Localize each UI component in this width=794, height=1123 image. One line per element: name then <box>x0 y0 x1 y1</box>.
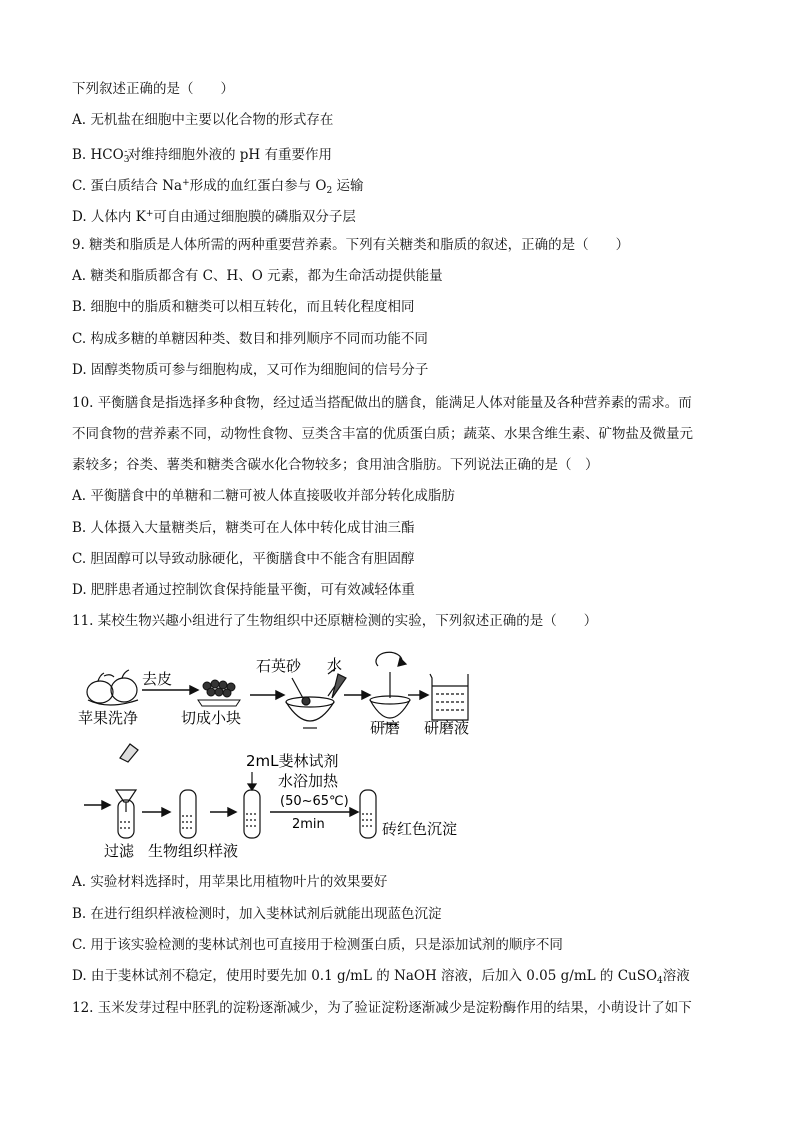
q10-stem-line3: 素较多；谷类、薯类和糖类含碳水化合物较多；食用油含脂肪。下列说法正确的是（ ） <box>72 457 599 473</box>
label-precipitate: 砖红色沉淀 <box>382 820 458 838</box>
beaker-icon <box>430 674 468 720</box>
q11-option-a: A. 实验材料选择时，用苹果比用植物叶片的效果要好 <box>72 874 388 890</box>
label-water: 水 <box>327 656 343 674</box>
label-apple-wash: 苹果洗净 <box>78 709 139 727</box>
test-tube-sample-icon <box>180 790 196 838</box>
q9-option-c: C. 构成多糖的单糖因种类、数目和排列顺序不同而功能不同 <box>72 331 428 347</box>
apple-pieces-icon <box>198 680 240 706</box>
label-fehling: 2mL斐林试剂 <box>246 752 339 770</box>
q10-option-d: D. 肥胖患者通过控制饮食保持能量平衡，可有效减轻体重 <box>72 582 415 598</box>
q10-option-c: C. 胆固醇可以导致动脉硬化，平衡膳食中不能含有胆固醇 <box>72 551 415 567</box>
arrow-row2-a <box>142 808 170 816</box>
label-peel: 去皮 <box>142 670 173 688</box>
arrow-row1-a <box>250 691 284 699</box>
q11-option-b: B. 在进行组织样液检测时，加入斐林试剂后就能出现蓝色沉淀 <box>72 906 442 922</box>
arrow-row2-in <box>84 801 110 809</box>
q12-stem: 12. 玉米发芽过程中胚乳的淀粉逐渐减少，为了验证淀粉逐渐减少是淀粉酶作用的结果，小萌设计了如下 <box>72 1000 692 1016</box>
q11-option-c: C. 用于该实验检测的斐林试剂也可直接用于检测蛋白质，只是添加试剂的顺序不同 <box>72 937 563 953</box>
experiment-flow-diagram <box>60 640 500 865</box>
grinding-icon <box>370 652 410 724</box>
mortar-icon <box>286 668 346 728</box>
arrow-row2-c <box>270 808 358 816</box>
label-quartz-sand: 石英砂 <box>256 657 302 675</box>
q9-option-d: D. 固醇类物质可参与细胞构成，又可作为细胞间的信号分子 <box>72 362 429 378</box>
label-time: 2min <box>292 817 325 832</box>
q8-option-d: D. 人体内 K+可自由通过细胞膜的磷脂双分子层 <box>72 209 356 225</box>
q11-option-d: D. 由于斐林试剂不稳定，使用时要先加 0.1 g/mL 的 NaOH 溶液，后加入 0.05 g/mL 的 CuSO$_4$溶液 <box>72 968 690 986</box>
label-sample: 生物组织样液 <box>148 842 239 860</box>
label-grind-liquid: 研磨液 <box>424 719 470 737</box>
test-tube-result-icon <box>360 790 376 838</box>
q8-stem: 下列叙述正确的是（ ） <box>72 81 234 97</box>
apples-icon <box>87 670 138 705</box>
q11-stem: 11. 某校生物兴趣小组进行了生物组织中还原糖检测的实验，下列叙述正确的是（ ） <box>72 613 598 629</box>
arrow-row2-b <box>210 808 236 816</box>
q8-option-b: B. $HCO_3^-$对维持细胞外液的 pH 有重要作用 <box>72 147 332 165</box>
test-tube-reagent-icon <box>244 772 260 838</box>
q8-option-a: A. 无机盐在细胞中主要以化合物的形式存在 <box>72 112 334 128</box>
q10-stem-line2: 不同食物的营养素不同，动物性食物、豆类含丰富的优质蛋白质；蔬菜、水果含维生素、矿物盐及微量元 <box>72 426 693 442</box>
label-cut-small: 切成小块 <box>181 709 242 727</box>
q10-option-b: B. 人体摄入大量糖类后，糖类可在人体中转化成甘油三酯 <box>72 520 415 536</box>
label-filter: 过滤 <box>104 842 135 860</box>
arrow-row1-b <box>344 691 370 699</box>
q9-option-a: A. 糖类和脂质都含有 C、H、O 元素，都为生命活动提供能量 <box>72 268 443 284</box>
label-temperature: (50~65℃) <box>280 794 349 809</box>
label-water-bath: 水浴加热 <box>278 772 339 790</box>
arrow-row1-c <box>408 691 428 699</box>
label-grind: 研磨 <box>370 719 401 737</box>
q10-option-a: A. 平衡膳食中的单糖和二糖可被人体直接吸收并部分转化成脂肪 <box>72 488 455 504</box>
q10-stem-line1: 10. 平衡膳食是指选择多种食物，经过适当搭配做出的膳食，能满足人体对能量及各种营养素的需求。而 <box>72 395 692 411</box>
q9-option-b: B. 细胞中的脂质和糖类可以相互转化，而且转化程度相同 <box>72 299 415 315</box>
q8-option-c: C. 蛋白质结合 Na+形成的血红蛋白参与 $O_2$ 运输 <box>72 178 364 196</box>
q9-stem: 9. 糖类和脂质是人体所需的两种重要营养素。下列有关糖类和脂质的叙述，正确的是（ ） <box>72 237 630 253</box>
filter-icon <box>116 744 138 838</box>
